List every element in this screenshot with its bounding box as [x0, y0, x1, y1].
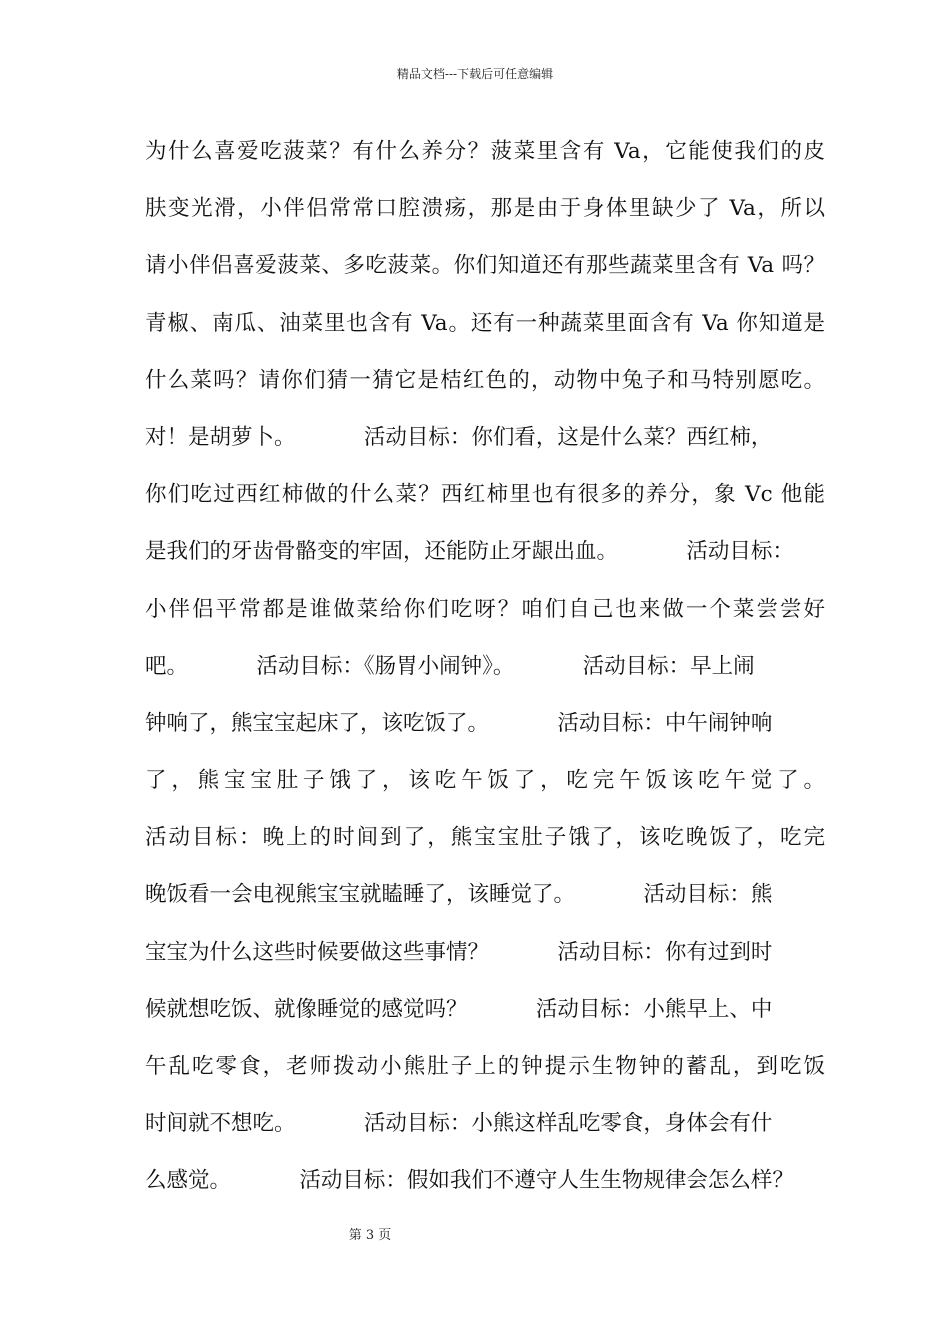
- text-line: 宝宝为什么这些时候要做这些事情？ 活动目标：你有过到时: [145, 939, 773, 965]
- text-line: 晚饭看一会电视熊宝宝就瞌睡了，该睡觉了。 活动目标：熊: [145, 882, 773, 908]
- text-line: 是我们的牙齿骨骼变的牢固，还能防止牙龈出血。 活动目标：: [145, 539, 794, 565]
- text-line: 吧。 活动目标：《肠胃小闹钟》。 活动目标：早上闹: [145, 653, 755, 679]
- page-number: 第 3 页: [348, 1228, 392, 1243]
- text-line: 了，熊宝宝肚子饿了，该吃午饭了，吃完午饭该吃午觉了。: [145, 768, 825, 794]
- text-line: 你们吃过西红柿做的什么菜？西红柿里也有很多的养分，象 Vc 他能: [145, 482, 825, 508]
- text-line: 小伴侣平常都是谁做菜给你们吃呀？咱们自己也来做一个菜尝尝好: [145, 596, 825, 622]
- text-line: 为什么喜爱吃菠菜？有什么养分？菠菜里含有 Va，它能使我们的皮: [145, 139, 825, 164]
- text-line: 午乱吃零食，老师拨动小熊肚子上的钟提示生物钟的蓄乱，到吃饭: [145, 1054, 825, 1079]
- text-line: 什么菜吗？请你们猜一猜它是桔红色的，动物中兔子和马特别愿吃。: [145, 367, 825, 393]
- text-line: 肤变光滑，小伴侣常常口腔溃疡，那是由于身体里缺少了 Va，所以: [145, 196, 825, 222]
- text-line: 候就想吃饭、就像睡觉的感觉吗？ 活动目标：小熊早上、中: [145, 996, 773, 1022]
- document-body: [145, 130, 825, 1217]
- text-line: 时间就不想吃。 活动目标：小熊这样乱吃零食，身体会有什: [145, 1111, 773, 1137]
- text-line: 么感觉。 活动目标：假如我们不遵守人生生物规律会怎么样？: [145, 1168, 794, 1194]
- text-line: 青椒、南瓜、油菜里也含有 Va。还有一种蔬菜里面含有 Va 你知道是: [145, 310, 825, 336]
- text-line: 请小伴侣喜爱菠菜、多吃菠菜。你们知道还有那些蔬菜里含有 Va 吗？: [145, 253, 825, 279]
- text-line: 钟响了，熊宝宝起床了，该吃饭了。 活动目标：中午闹钟响: [145, 710, 773, 736]
- page-header: 精品文档---下载后可任意编辑: [396, 67, 554, 81]
- text-line: 活动目标：晚上的时间到了，熊宝宝肚子饿了，该吃晚饭了，吃完: [145, 825, 825, 851]
- text-line: 对！是胡萝卜。 活动目标：你们看，这是什么菜？西红柿，: [145, 424, 773, 450]
